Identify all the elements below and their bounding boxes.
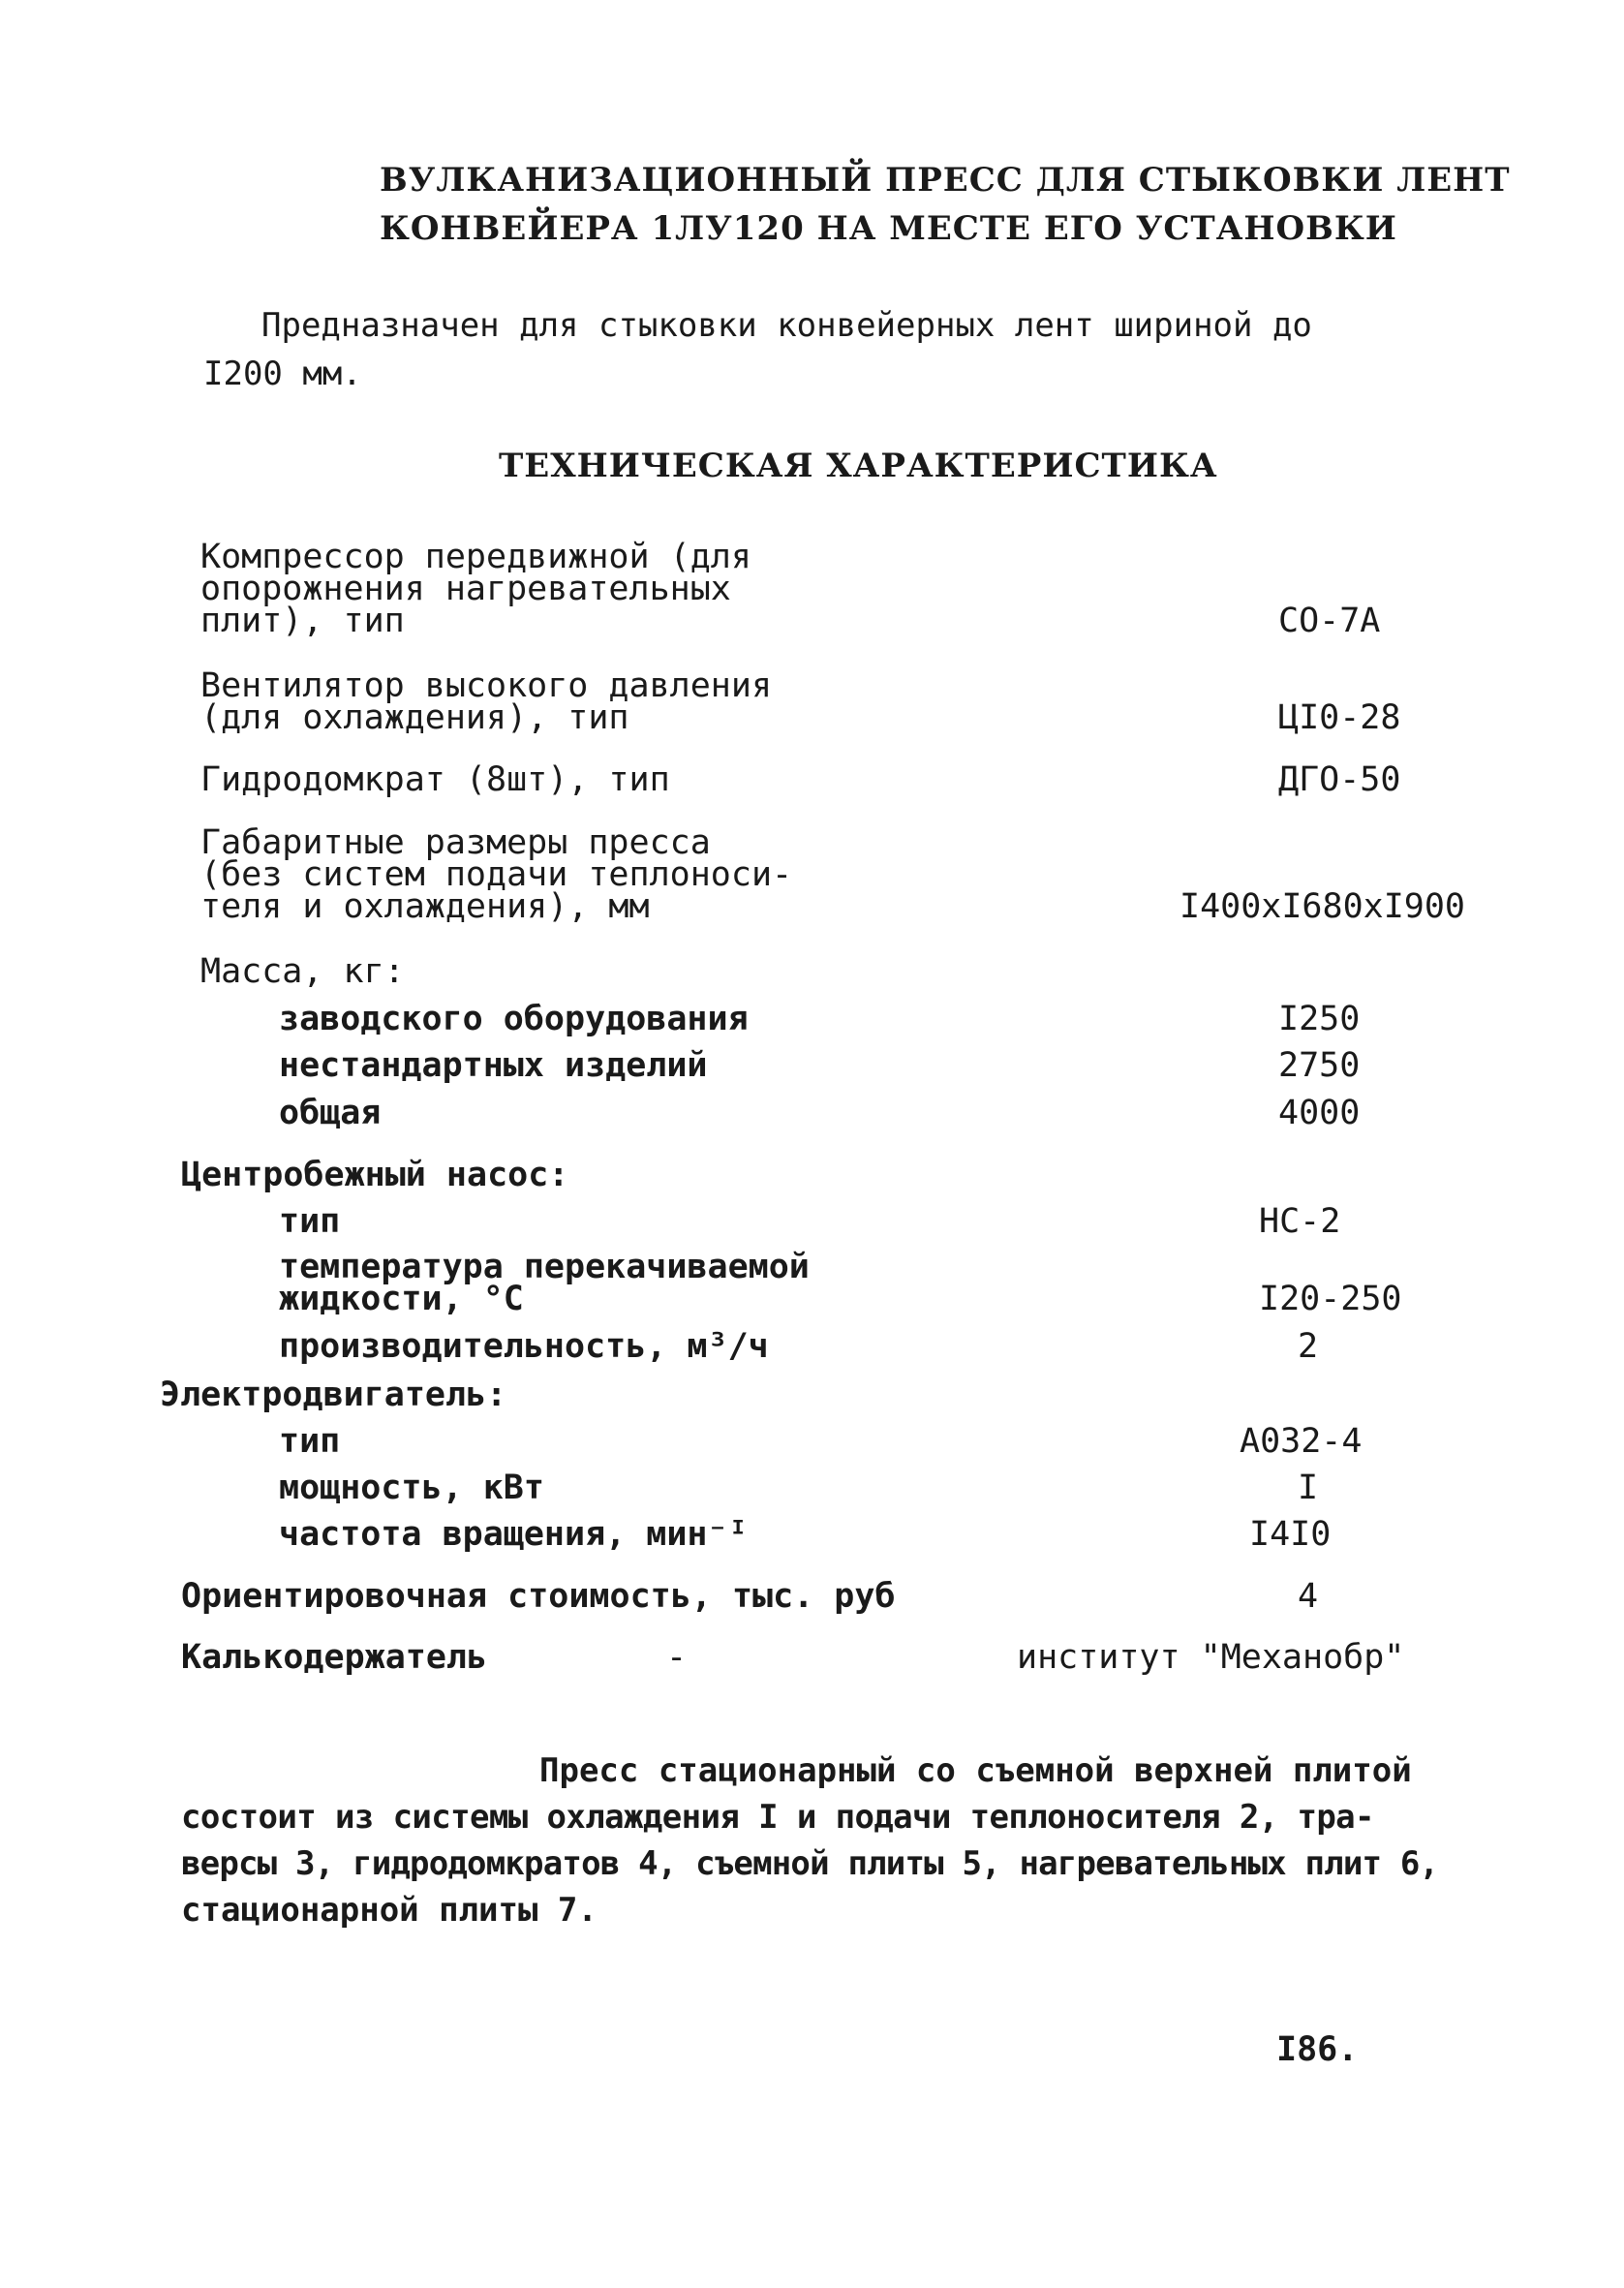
motor-type-label: тип [279, 1422, 341, 1461]
description-line-1: Пресс стационарный со съемной верхней плитой [539, 1751, 1412, 1790]
description-line-2: состоит из системы охлаждения I и подачи теплоносителя 2, тра- [181, 1798, 1374, 1837]
jack-label: Гидродомкрат (8шт), тип [200, 760, 670, 799]
title-line-2: КОНВЕЙЕРА 1ЛУ120 НА МЕСТЕ ЕГО УСТАНОВКИ [380, 209, 1397, 248]
fan-label-2: (для охлаждения), тип [200, 698, 629, 737]
pump-temp-label-2: жидкости, °С [279, 1280, 524, 1318]
intro-line-2: I200 мм. [203, 355, 362, 393]
fan-label-1: Вентилятор высокого давления [200, 666, 773, 705]
page-number: I86. [1276, 2030, 1359, 2069]
fan-value: ЦI0-28 [1278, 698, 1401, 737]
motor-speed-label: частота вращения, мин⁻ᴵ [279, 1515, 749, 1554]
mass-total-value: 4000 [1278, 1094, 1361, 1132]
cost-value: 4 [1298, 1577, 1319, 1616]
compressor-label-2: опорожнения нагревательных [200, 570, 731, 608]
holder-dash: - [666, 1638, 688, 1677]
pump-temp-value: I20-250 [1259, 1280, 1402, 1318]
motor-label: Электродвигатель: [160, 1376, 507, 1414]
dimensions-value: I400xI680xI900 [1180, 887, 1466, 926]
intro-line-1: Предназначен для стыковки конвейерных лент шириной до [261, 306, 1312, 345]
mass-label: Масса, кг: [200, 952, 405, 991]
dimensions-label-3: теля и охлаждения), мм [200, 887, 650, 926]
description-line-3: версы 3, гидродомкратов 4, съемной плиты 5, нагревательных плит 6, [181, 1844, 1439, 1883]
mass-nonstd-value: 2750 [1278, 1046, 1361, 1085]
holder-value: институт "Механобр" [1017, 1638, 1405, 1677]
dimensions-label-2: (без систем подачи теплоноси- [200, 855, 793, 894]
cost-label: Ориентировочная стоимость, тыс. руб [181, 1577, 896, 1616]
spec-heading: ТЕХНИЧЕСКАЯ ХАРАКТЕРИСТИКА [499, 447, 1218, 485]
mass-total-label: общая [279, 1094, 382, 1132]
compressor-label-3: плит), тип [200, 602, 405, 640]
description-line-4: стационарной плиты 7. [181, 1891, 598, 1930]
pump-label: Центробежный насос: [181, 1156, 569, 1194]
mass-factory-value: I250 [1278, 1000, 1361, 1038]
pump-capacity-label: производительность, м³/ч [279, 1327, 769, 1366]
pump-temp-label-1: температура перекачиваемой [279, 1248, 810, 1286]
motor-type-value: А032-4 [1240, 1422, 1363, 1461]
motor-speed-value: I4I0 [1249, 1515, 1332, 1554]
compressor-value: СО-7А [1278, 602, 1381, 640]
pump-type-label: тип [279, 1202, 341, 1241]
pump-capacity-value: 2 [1298, 1327, 1319, 1366]
mass-nonstd-label: нестандартных изделий [279, 1046, 708, 1085]
compressor-label-1: Компрессор передвижной (для [200, 538, 751, 576]
pump-type-value: НС-2 [1259, 1202, 1341, 1241]
title-line-1: ВУЛКАНИЗАЦИОННЫЙ ПРЕСС ДЛЯ СТЫКОВКИ ЛЕНТ [380, 161, 1511, 200]
holder-label: Калькодержатель [181, 1638, 488, 1677]
dimensions-label-1: Габаритные размеры пресса [200, 823, 711, 862]
motor-power-label: мощность, кВт [279, 1469, 544, 1507]
jack-value: ДГО-50 [1278, 760, 1401, 799]
motor-power-value: I [1298, 1469, 1319, 1507]
mass-factory-label: заводского оборудования [279, 1000, 749, 1038]
